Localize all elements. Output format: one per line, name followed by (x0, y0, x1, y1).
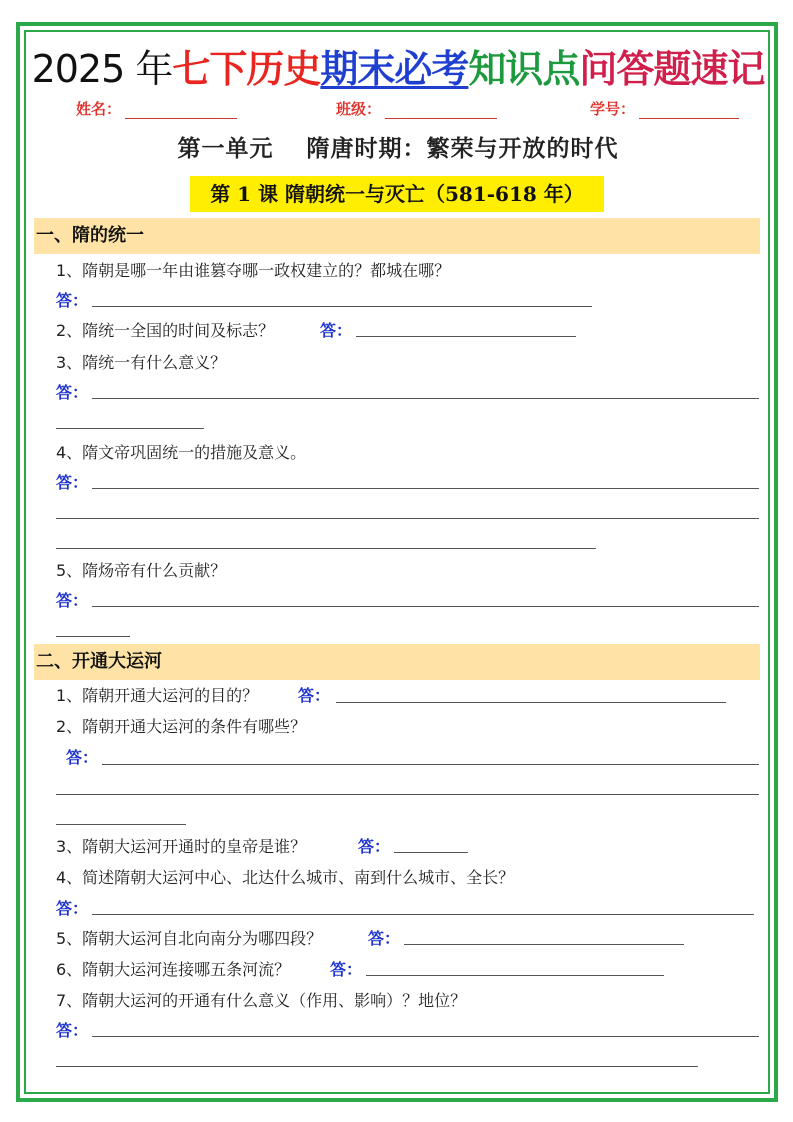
answer-label: 答： (56, 473, 89, 492)
name-label: 姓名： (76, 100, 122, 118)
class-blank[interactable] (385, 105, 497, 119)
question: 5、隋炀帝有什么贡献？ (56, 561, 227, 580)
question: 2、隋朝开通大运河的条件有哪些？ (56, 717, 307, 736)
answer-line[interactable] (92, 398, 759, 399)
question: 1、隋朝开通大运河的目的？ (56, 686, 259, 705)
class-field[interactable] (336, 98, 497, 119)
answer-line[interactable] (336, 702, 726, 703)
unit-title: 第一单元 隋唐时期：繁荣与开放的时代 (177, 136, 619, 162)
answer-label: 答： (368, 929, 401, 948)
question: 2、隋统一全国的时间及标志？ (56, 321, 275, 340)
title-year: 2025 年 (31, 47, 173, 91)
answer-label: 答： (56, 383, 89, 402)
answer-line[interactable] (394, 852, 468, 853)
section-heading: 二、开通大运河 (34, 644, 760, 680)
answer-line[interactable] (56, 824, 186, 825)
student-id-label: 学号： (590, 100, 636, 118)
answer-line[interactable] (56, 636, 130, 637)
name-field[interactable] (76, 98, 237, 119)
question: 6、隋朝大运河连接哪五条河流？ (56, 960, 291, 979)
title-subject: 七下历史 (172, 47, 321, 91)
answer-label: 答： (66, 748, 99, 767)
answer-line[interactable] (92, 914, 754, 915)
answer-label: 答： (358, 837, 391, 856)
answer-line[interactable] (366, 975, 664, 976)
answer-line[interactable] (56, 1066, 698, 1067)
title-knowledge: 知识点 (468, 47, 580, 91)
answer-line[interactable] (92, 1036, 759, 1037)
answer-line[interactable] (92, 488, 759, 489)
answer-line[interactable] (56, 518, 759, 519)
question: 1、隋朝是哪一年由谁篡夺哪一政权建立的？都城在哪？ (56, 261, 451, 280)
answer-line[interactable] (404, 944, 684, 945)
answer-line[interactable] (92, 606, 759, 607)
answer-label: 答： (56, 899, 89, 918)
answer-label: 答： (330, 960, 363, 979)
name-blank[interactable] (125, 105, 237, 119)
page-title (28, 38, 768, 93)
answer-line[interactable] (56, 428, 204, 429)
answer-line[interactable] (56, 794, 759, 795)
question: 5、隋朝大运河自北向南分为哪四段？ (56, 929, 323, 948)
answer-line[interactable] (102, 764, 759, 765)
answer-label: 答： (298, 686, 331, 705)
answer-label: 答： (320, 321, 353, 340)
question: 3、隋朝大运河开通时的皇帝是谁？ (56, 837, 307, 856)
student-id-field[interactable] (590, 98, 739, 119)
answer-label: 答： (56, 291, 89, 310)
title-exam: 期末必考 (320, 47, 469, 91)
section-heading: 一、隋的统一 (34, 218, 760, 254)
answer-line[interactable] (92, 306, 592, 307)
student-id-blank[interactable] (639, 105, 739, 119)
question: 3、隋统一有什么意义？ (56, 353, 227, 372)
title-qa: 问答题速记 (579, 47, 765, 91)
class-label: 班级： (336, 100, 382, 118)
question: 4、简述隋朝大运河中心、北达什么城市、南到什么城市、全长？ (56, 868, 515, 887)
answer-line[interactable] (56, 548, 596, 549)
question: 7、隋朝大运河的开通有什么意义（作用、影响）？地位？ (56, 991, 467, 1010)
answer-label: 答： (56, 591, 89, 610)
question: 4、隋文帝巩固统一的措施及意义。 (56, 443, 307, 462)
answer-line[interactable] (356, 336, 576, 337)
lesson-title: 第 1 课 隋朝统一与灭亡（581-618 年） (190, 176, 604, 212)
answer-label: 答： (56, 1021, 89, 1040)
